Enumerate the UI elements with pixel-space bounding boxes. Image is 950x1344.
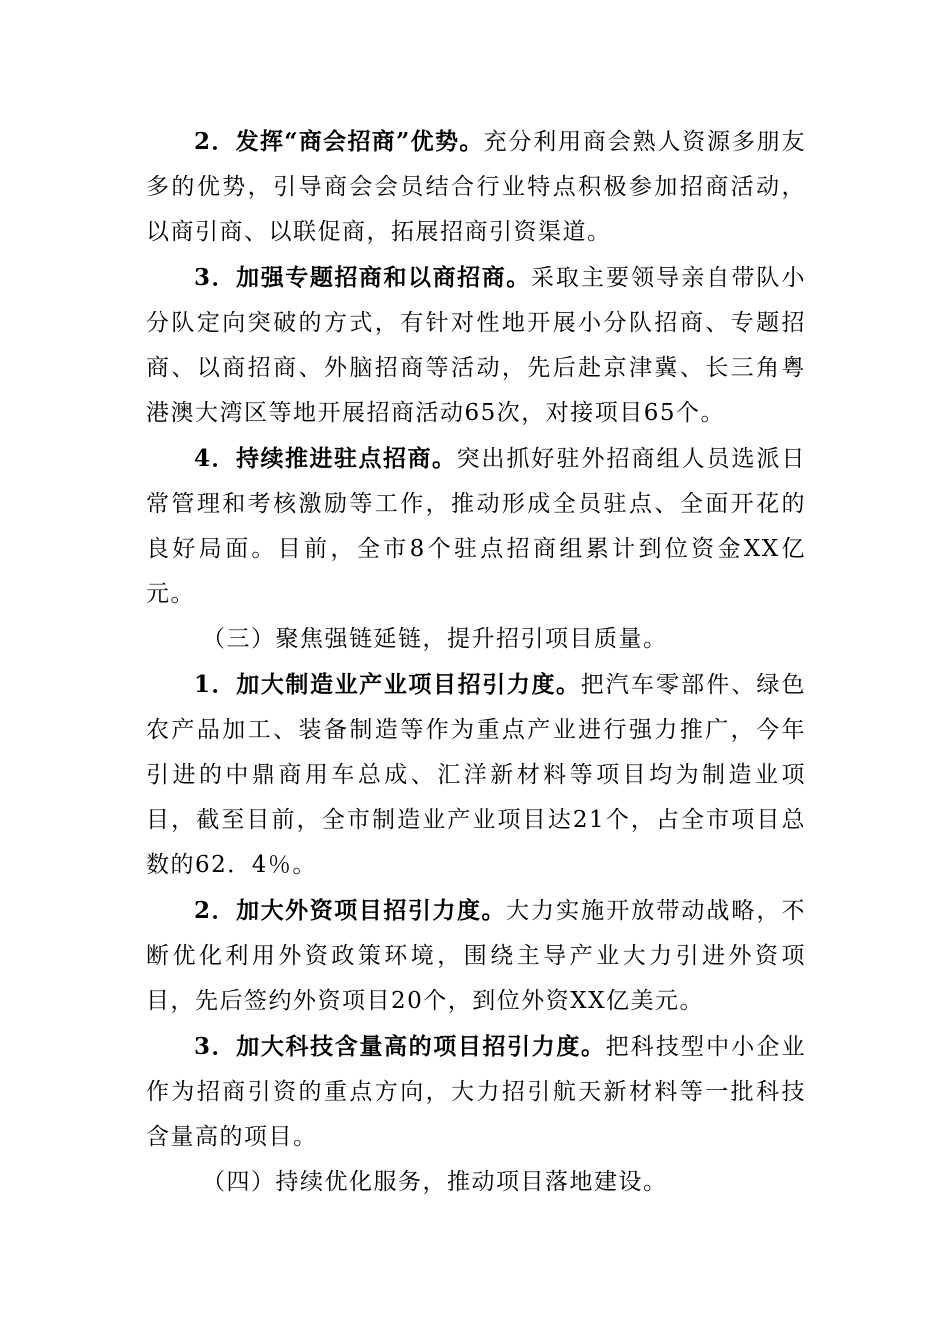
paragraph-special-investment — [146, 255, 806, 436]
paragraph-text: 突出抓好驻外招商组人员选派日常管理和考核激励等工作，推动形成全员驻点、全面开花的良好局面。目前，全市8个驻点招商组累计到位资金XX亿元。 — [146, 446, 806, 607]
paragraph-merchant-chamber — [146, 119, 806, 255]
paragraph-heading: 2．发挥“商会招商”优势。 — [194, 128, 484, 155]
paragraph-heading: 1．加大制造业产业项目招引力度。 — [194, 671, 581, 698]
paragraph-foreign-investment — [146, 888, 806, 1024]
paragraph-text: 采取主要领导亲自带队小分队定向突破的方式，有针对性地开展小分队招商、专题招商、以商招商、外脑招商等活动，先后赴京津冀、长三角粤港澳大湾区等地开展招商活动65次，对接项目65个。 — [146, 265, 806, 426]
paragraph-resident-investment — [146, 436, 806, 617]
document-body — [146, 119, 806, 1205]
paragraph-text: 把汽车零部件、绿色农产品加工、装备制造等作为重点产业进行强力推广，今年引进的中鼎商用车总成、汇洋新材料等项目均为制造业项目，截至目前，全市制造业产业项目达21个，占全市项目总数的62．4％。 — [146, 672, 806, 878]
paragraph-heading: 4．持续推进驻点招商。 — [194, 445, 457, 472]
paragraph-high-tech — [146, 1024, 806, 1160]
paragraph-manufacturing — [146, 662, 806, 888]
paragraph-text: 大力实施开放带动战略，不断优化利用外资政策环境，围绕主导产业大力引进外资项目，先后签约外资项目20个，到位外资XX亿美元。 — [146, 898, 806, 1014]
paragraph-text: 把科技型中小企业作为招商引资的重点方向，大力招引航天新材料等一批科技含量高的项目。 — [146, 1034, 806, 1150]
paragraph-heading: 3．加大科技含量高的项目招引力度。 — [194, 1033, 606, 1060]
paragraph-text: 充分利用商会熟人资源多朋友多的优势，引导商会会员结合行业特点积极参加招商活动，以商引商、以联促商，拓展招商引资渠道。 — [146, 129, 806, 245]
section-heading-4: （四）持续优化服务，推动项目落地建设。 — [202, 1169, 668, 1195]
paragraph-heading: 3．加强专题招商和以商招商。 — [194, 264, 531, 291]
section-heading-3: （三）聚焦强链延链，提升招引项目质量。 — [202, 626, 668, 652]
paragraph-heading: 2．加大外资项目招引力度。 — [194, 897, 507, 924]
